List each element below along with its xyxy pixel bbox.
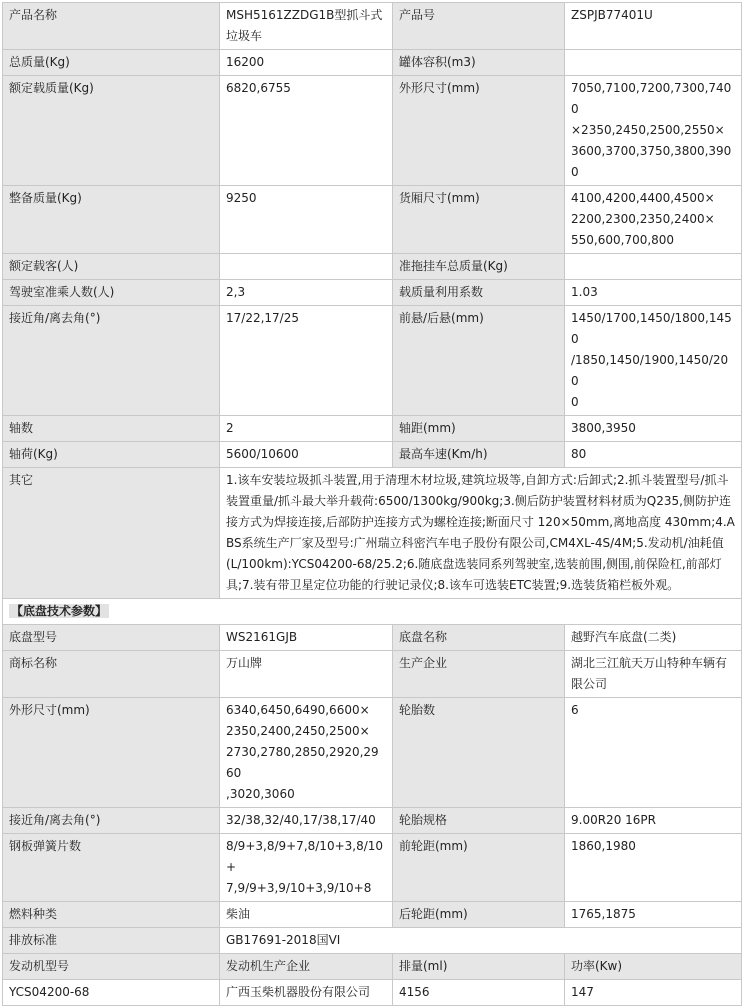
curb-mass-value: 9250 — [220, 186, 393, 254]
tire-spec-label: 轮胎规格 — [393, 808, 565, 834]
other-label: 其它 — [3, 468, 220, 599]
other-notes: 1.该车安装垃圾抓斗装置,用于清理木材垃圾,建筑垃圾等,自卸方式:后卸式;2.抓斗装置型号/抓斗装置重量/抓斗最大举升载荷:6500/1300kg/900kg;3.侧后防护装置材料材质为Q235,侧防护连接方式为焊接连接,后部防护连接方式为螺栓连接;断面尺寸 120×50mm,离地高度 430mm;4.ABS系统生产厂家及型号:广州瑞立科密汽车电子股份有限公司,CM4XL-4S/4M;5.发动机/油耗值(L/100km):YCS04200-68/25.2;6.随底盘选装同系列驾驶室,选装前围,侧围,前保险杠,前部灯具;7.装有带卫星定位功能的行驶记录仪;8.该车可选装ETC装置;9.选装货箱栏板外观。 — [220, 468, 742, 599]
cab-occupants-label: 驾驶室准乘人数(人) — [3, 280, 220, 306]
curb-mass-label: 整备质量(Kg) — [3, 186, 220, 254]
cargo-box-dimensions-label: 货厢尺寸(mm) — [393, 186, 565, 254]
engine-manufacturer-header: 发动机生产企业 — [220, 954, 393, 980]
power-header: 功率(Kw) — [565, 954, 742, 980]
approach-departure-angle-label: 接近角/离去角(°) — [3, 306, 220, 416]
product-number-value: ZSPJB77401U — [565, 3, 742, 50]
chassis-name-label: 底盘名称 — [393, 625, 565, 651]
table-row — [3, 808, 742, 834]
brand-name-value: 万山牌 — [220, 651, 393, 698]
chassis-section-title-text: 【底盘技术参数】 — [11, 604, 108, 618]
emission-standard-label: 排放标准 — [3, 928, 220, 954]
table-row — [3, 651, 742, 698]
table-row — [3, 954, 742, 980]
rear-track-value: 1765,1875 — [565, 902, 742, 928]
table-row — [3, 442, 742, 468]
table-row — [3, 902, 742, 928]
table-row — [3, 280, 742, 306]
table-row — [3, 625, 742, 651]
table-row — [3, 306, 742, 416]
displacement-value: 4156 — [393, 980, 565, 1006]
tire-count-label: 轮胎数 — [393, 698, 565, 808]
table-row — [3, 186, 742, 254]
tire-count-value: 6 — [565, 698, 742, 808]
max-speed-value: 80 — [565, 442, 742, 468]
manufacturer-value: 湖北三江航天万山特种车辆有限公司 — [565, 651, 742, 698]
chassis-angle-value: 32/38,32/40,17/38,17/40 — [220, 808, 393, 834]
table-row — [3, 928, 742, 954]
gross-mass-value: 16200 — [220, 50, 393, 76]
trailer-mass-value — [565, 254, 742, 280]
chassis-dimensions-label: 外形尺寸(mm) — [3, 698, 220, 808]
overall-dimensions-label: 外形尺寸(mm) — [393, 76, 565, 186]
chassis-name-value: 越野汽车底盘(二类) — [565, 625, 742, 651]
tank-volume-label: 罐体容积(m3) — [393, 50, 565, 76]
axle-count-value: 2 — [220, 416, 393, 442]
table-row — [3, 599, 742, 625]
table-row — [3, 76, 742, 186]
product-number-label: 产品号 — [393, 3, 565, 50]
manufacturer-label: 生产企业 — [393, 651, 565, 698]
tire-spec-value: 9.00R20 16PR — [565, 808, 742, 834]
front-track-value: 1860,1980 — [565, 834, 742, 902]
engine-model-header: 发动机型号 — [3, 954, 220, 980]
table-row — [3, 834, 742, 902]
leaf-spring-label: 钢板弹簧片数 — [3, 834, 220, 902]
table-row — [3, 980, 742, 1006]
rated-passengers-value — [220, 254, 393, 280]
table-row — [3, 3, 742, 50]
displacement-header: 排量(ml) — [393, 954, 565, 980]
approach-departure-angle-value: 17/22,17/25 — [220, 306, 393, 416]
table-row — [3, 254, 742, 280]
engine-model-value: YCS04200-68 — [3, 980, 220, 1006]
rated-load-value: 6820,6755 — [220, 76, 393, 186]
product-name-value: MSH5161ZZDG1B型抓斗式垃圾车 — [220, 3, 393, 50]
chassis-section-title — [3, 599, 742, 625]
table-row — [3, 468, 742, 599]
chassis-model-label: 底盘型号 — [3, 625, 220, 651]
front-track-label: 前轮距(mm) — [393, 834, 565, 902]
table-row — [3, 50, 742, 76]
cab-occupants-value: 2,3 — [220, 280, 393, 306]
rear-track-label: 后轮距(mm) — [393, 902, 565, 928]
table-row — [3, 698, 742, 808]
overhang-value: 1450/1700,1450/1800,1450 /1850,1450/1900,1450/200 0 — [565, 306, 742, 416]
table-row — [3, 416, 742, 442]
vehicle-spec-table — [2, 2, 742, 1006]
rated-load-label: 额定载质量(Kg) — [3, 76, 220, 186]
axle-count-label: 轴数 — [3, 416, 220, 442]
emission-standard-value: GB17691-2018国VI — [220, 928, 742, 954]
fuel-type-label: 燃料种类 — [3, 902, 220, 928]
leaf-spring-value: 8/9+3,8/9+7,8/10+3,8/10+ 7,9/9+3,9/10+3,9/10+8 — [220, 834, 393, 902]
trailer-mass-label: 准拖挂车总质量(Kg) — [393, 254, 565, 280]
chassis-angle-label: 接近角/离去角(°) — [3, 808, 220, 834]
wheelbase-value: 3800,3950 — [565, 416, 742, 442]
tank-volume-value — [565, 50, 742, 76]
load-utilization-value: 1.03 — [565, 280, 742, 306]
axle-load-label: 轴荷(Kg) — [3, 442, 220, 468]
axle-load-value: 5600/10600 — [220, 442, 393, 468]
power-value: 147 — [565, 980, 742, 1006]
rated-passengers-label: 额定载客(人) — [3, 254, 220, 280]
chassis-model-value: WS2161GJB — [220, 625, 393, 651]
engine-manufacturer-value: 广西玉柴机器股份有限公司 — [220, 980, 393, 1006]
wheelbase-label: 轴距(mm) — [393, 416, 565, 442]
chassis-dimensions-value: 6340,6450,6490,6600× 2350,2400,2450,2500× 2730,2780,2850,2920,2960 ,3020,3060 — [220, 698, 393, 808]
overall-dimensions-value: 7050,7100,7200,7300,7400 ×2350,2450,2500,2550× 3600,3700,3750,3800,3900 — [565, 76, 742, 186]
gross-mass-label: 总质量(Kg) — [3, 50, 220, 76]
product-name-label: 产品名称 — [3, 3, 220, 50]
max-speed-label: 最高车速(Km/h) — [393, 442, 565, 468]
load-utilization-label: 载质量利用系数 — [393, 280, 565, 306]
overhang-label: 前悬/后悬(mm) — [393, 306, 565, 416]
cargo-box-dimensions-value: 4100,4200,4400,4500× 2200,2300,2350,2400× 550,600,700,800 — [565, 186, 742, 254]
brand-name-label: 商标名称 — [3, 651, 220, 698]
fuel-type-value: 柴油 — [220, 902, 393, 928]
